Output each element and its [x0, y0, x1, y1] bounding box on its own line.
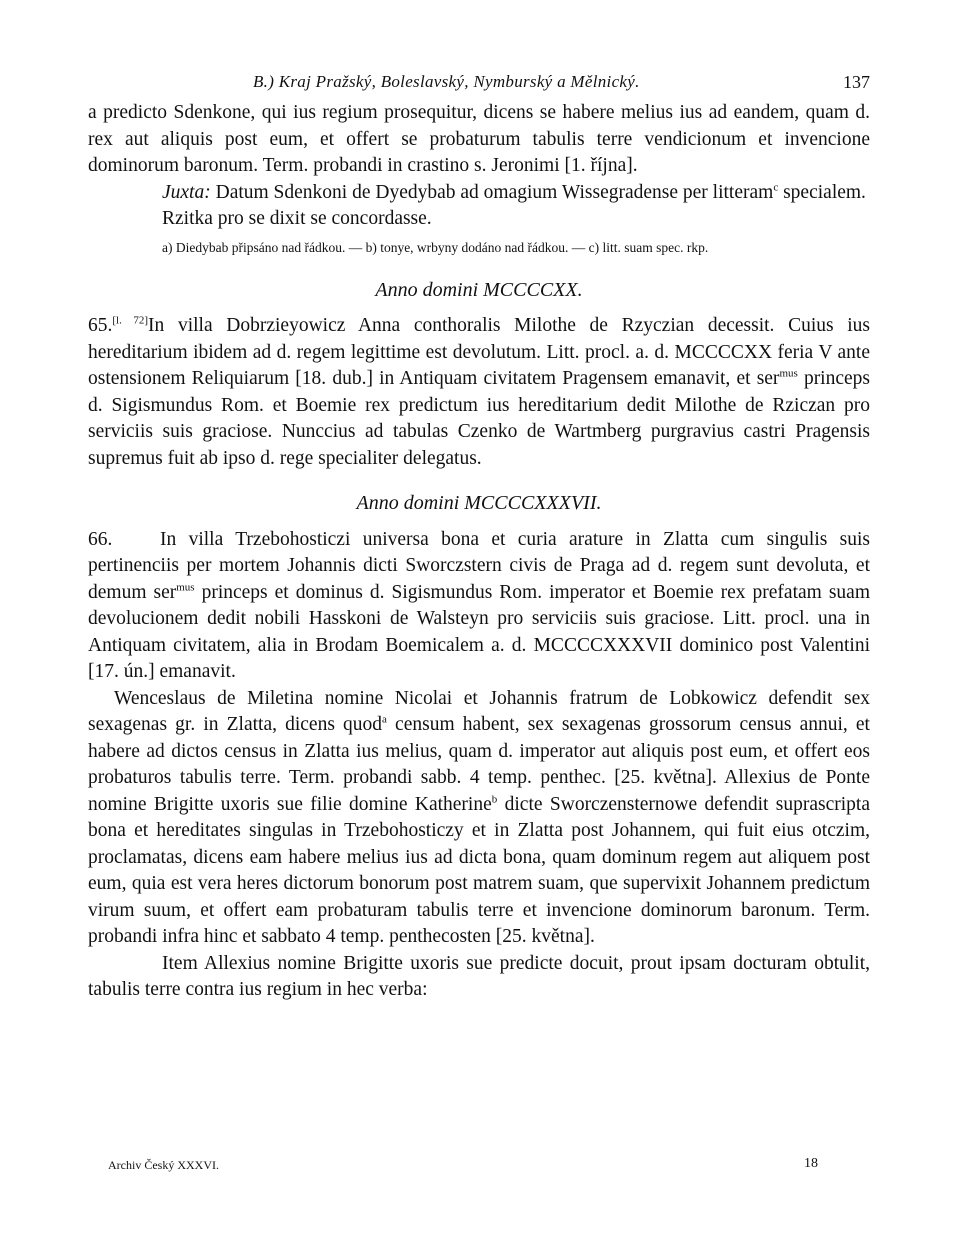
running-title: B.) Kraj Pražský, Boleslavský, Nymburský a Mělnický. — [253, 72, 640, 91]
page-footer — [108, 1158, 818, 1173]
series-title: Archiv Český XXXVI. — [108, 1158, 219, 1172]
entry-number: 65. — [88, 315, 113, 336]
wenceslaus-text: Wenceslaus de Miletina nomine Nicolai et Johannis fratrum de Lobkowicz defendit sex sexagenas gr. in Zlatta, dicens quod — [88, 687, 870, 735]
entry-66-end: princeps et dominus d. Sigismundus Rom. imperator et Boemie rex prefatam suam devolucionem dedit nobili Hasskoni de Walsteyn pro serviciis suis graciose. Litt. procl. una in Antiquam civitatem, alia in Brodam Boemicalem a. d. MCCCCXXXVII dominico post Valentini [17. ún.] emanavit. — [88, 581, 870, 682]
page-number: 137 — [843, 72, 870, 92]
entry-66 — [88, 527, 870, 686]
paragraph-rzitka: Rzitka pro se dixit se concordasse. — [162, 208, 432, 229]
entry-number: 66. — [88, 528, 113, 550]
note-mark-c: c — [773, 181, 779, 193]
paragraph-juxta — [88, 180, 870, 207]
document-page — [88, 60, 870, 1004]
year-heading-1420: Anno domini MCCCCXX. — [375, 278, 583, 301]
juxta-label: Juxta: — [162, 181, 211, 203]
entry-65 — [88, 313, 870, 472]
paragraph-1: a predicto Sdenkone, qui ius regium prosequitur, dicens se habere melius ius ad eandem, quam d. rex aut aliquis post eum, et offert se probaturum tabulis terre vendicionum et invencione dominorum baronum. Term. probandi in crastino s. Jeronimi [1. října]. — [88, 102, 870, 176]
juxta-end: specialem. — [778, 181, 866, 203]
allexius-text-end: dicte Sworczensternowe defendit suprascripta bona et hereditates singulas in Trzebohosticzy et in Zlatta post Johannem, qui fuit eius otczim, proclamatas, dicens eam habere melius ius ad dicta bona, quam dominum regem aut aliquem post eum, quia est vera heres dictorum bonorum post matrem suam, que supervixit Johannem predictum virum suum, et offert eam probaturam tabulis terre et invencione dominorum baronum. Term. probandi infra hinc et sabbato 4 temp. penthecosten [25. května]. — [88, 793, 870, 947]
paragraph-item: Item Allexius nomine Brigitte uxoris sue predicte docuit, prout ipsam docturam obtulit, tabulis terre contra ius regium in hec verba: — [88, 952, 870, 1000]
entry-65-text: In villa Dobrzieyowicz Anna conthoralis Milothe de Rzyczian decessit. Cuius ius hereditarium ibidem ad d. regem legittime est devolutum. Litt. procl. a. d. MCCCCXX feria V ante ostensionem Reliquiarum [18. dub.] in Antiquam civitatem Pragensem emanavit, et ser — [88, 315, 870, 389]
running-header — [88, 60, 870, 100]
note-mark-a: a — [382, 713, 387, 726]
paragraph-wenceslaus — [88, 686, 870, 951]
entry-66-text: In villa Trzebohosticzi universa bona et curia arature in Zlatta cum singulis suis pertinenciis per mortem Johannis dicti Sworczstern civis de Praga ad d. regem sunt devoluta, et demum ser — [88, 528, 870, 603]
superscript-mus: mus — [176, 581, 195, 593]
year-heading-1437: Anno domini MCCCCXXXVII. — [356, 492, 602, 514]
juxta-text: Datum Sdenkoni de Dyedybab ad omagium Wissegradense per litteram — [210, 181, 774, 203]
footnotes: a) Diedybab připsáno nad řádkou. — b) tonye, wrbyny dodáno nad řádkou. — c) litt. suam spec. rkp. — [162, 239, 709, 255]
signature-mark: 18 — [804, 1156, 818, 1171]
allexius-text: censum habent, sex sexagenas grossorum census annui, et habere ad dictos census in Zlatta ius melius, quam d. imperator aut aliquis post eum, et offert eos probaturos tabulis terre. Term. probandi sabb. 4 temp. penthec. [25. května]. Allexius de Ponte nomine Brigitte uxoris sue filie domine Katherine — [88, 714, 870, 815]
superscript-mus: mus — [779, 367, 798, 380]
entry-65-end: princeps d. Sigismundus Rom. et Boemie rex predictum ius hereditarium dedit Milothe de Rziczan pro serviciis suis graciose. Nunccius ad tabulas Czenko de Wartmberg purgravius castri Pragensis supremus fuit ab ipso d. rege specialiter delegatus. — [88, 368, 871, 469]
leaf-reference: [l. 72] — [112, 314, 149, 327]
note-mark-b: b — [491, 793, 498, 805]
